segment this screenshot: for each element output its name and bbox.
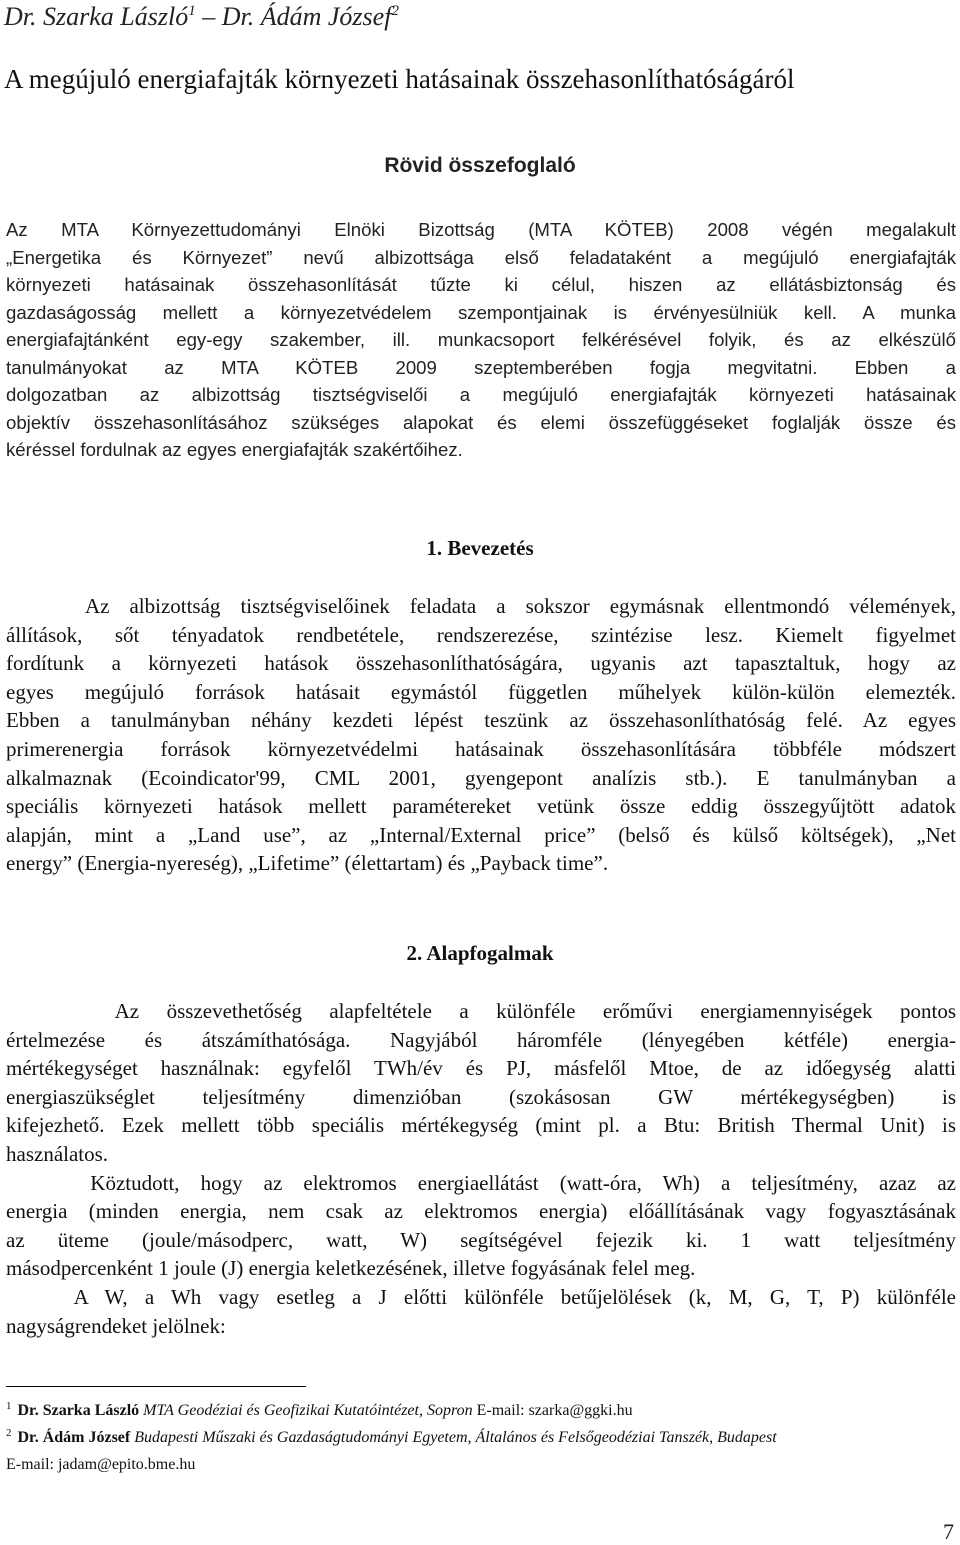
- footnote-2-email: E-mail: jadam@epito.bme.hu: [6, 1456, 196, 1473]
- abstract-line: objektív összehasonlításához szükséges alapokat és elemi összefüggéseket foglalják össze és: [6, 411, 956, 433]
- footnote-2-affiliation: Budapesti Műszaki és Gazdaságtudományi Egyetem, Általános és Felsőgeodéziai Tanszék, Budapest: [134, 1429, 777, 1446]
- body-line: Az albizottság tisztségviselőinek feladata a sokszor egymásnak ellentmondó vélemények,: [6, 594, 956, 618]
- author-2: Dr. Ádám József: [221, 2, 392, 31]
- author-separator: –: [195, 2, 222, 31]
- body-line: értelmezése és átszámíthatósága. Nagyjából háromféle (lényegében kétféle) energia-: [6, 1027, 956, 1052]
- body-line: mértékegységet használnak: egyfelől TWh/év és PJ, másfelől Mtoe, de az időegység alatti: [6, 1056, 956, 1081]
- authors-line: [4, 2, 399, 32]
- footnote-1-email: E-mail: szarka@ggki.hu: [476, 1402, 633, 1419]
- body-line: energiaszükséglet teljesítmény dimenzióban (szokásosan GW mértékegységben) is: [6, 1084, 956, 1109]
- footnote-1-mark: 1: [6, 1400, 12, 1412]
- abstract-line: energiafajtánként egy-egy szakember, ill. munkacsoport felkérésével folyik, és az elkészülő: [6, 329, 956, 350]
- footnote-2-name: Dr. Ádám József: [17, 1429, 131, 1446]
- paper-title: A megújuló energiafajták környezeti hatásainak összehasonlíthatóságáról: [4, 64, 795, 94]
- abstract-line: tanulmányokat az MTA KÖTEB 2009 szeptemberében fogja megvitatni. Ebben a: [6, 356, 956, 378]
- author-1-footnote-mark: 1: [188, 3, 196, 19]
- author-1: Dr. Szarka László: [4, 2, 189, 31]
- abstract-heading: Rövid összefoglaló: [384, 154, 576, 177]
- footnotes: [6, 1397, 956, 1478]
- body-line: az üteme (joule/másodperc, watt, W) segítségével fejezik ki. 1 watt teljesítmény: [6, 1227, 956, 1252]
- body-line: primerenergia források környezetvédelmi hatásainak összehasonlítására többféle módszert: [6, 736, 956, 761]
- abstract-line: gazdaságosság mellett a környezetvédelem szempontjainak is érvényesülniük kell. A munka: [6, 301, 956, 323]
- abstract-line: „Energetika és Környezet” nevű albizottsága első feladataként a megújuló energiafajták: [6, 246, 956, 268]
- section-heading-introduction: 1. Bevezetés: [426, 536, 534, 560]
- body-line: energia (minden energia, nem csak az elektromos energia) előállításának vagy fogyasztásának: [6, 1199, 956, 1224]
- body-line: használatos.: [6, 1141, 109, 1166]
- abstract-line: környezeti hatásainak összehasonlítását tűzte ki célul, hiszen az ellátásbiztonság és: [6, 274, 956, 295]
- body-line: Ebben a tanulmányban néhány kezdeti lépést teszünk az összehasonlíthatóság felé. Az egyes: [6, 708, 956, 733]
- body-line: alapján, mint a „Land use”, az „Internal/External price” (belső és külső költségek), „Net: [6, 822, 956, 847]
- section-2-body: [6, 997, 956, 1340]
- body-line: egyes megújuló források hatásait egymástól független műhelyek külön-külön elemezték.: [6, 679, 956, 704]
- body-line: alkalmaznak (Ecoindicator'99, CML 2001, gyengepont analízis stb.). E tanulmányban a: [6, 765, 956, 790]
- body-line: A W, a Wh vagy esetleg a J előtti különféle betűjelölések (k, M, G, T, P) különféle: [6, 1284, 956, 1309]
- section-1-body: [6, 592, 956, 878]
- footnote-divider: [6, 1386, 306, 1387]
- body-line: Az összevethetőség alapfeltétele a különféle erőművi energiamennyiségek pontos: [6, 999, 956, 1023]
- abstract-paragraph: [6, 216, 956, 464]
- footnote-1-affiliation: MTA Geodéziai és Geofizikai Kutatóintézet, Sopron: [143, 1402, 473, 1419]
- abstract-line: Az MTA Környezettudományi Elnöki Bizottság (MTA KÖTEB) 2008 végén megalakult: [6, 219, 956, 240]
- footnote-1-name: Dr. Szarka László: [17, 1402, 140, 1419]
- author-2-footnote-mark: 2: [391, 3, 399, 19]
- page-number: 7: [943, 1519, 954, 1544]
- abstract-line: kéréssel fordulnak az egyes energiafajták szakértőihez.: [6, 439, 463, 460]
- body-line: energy” (Energia-nyereség), „Lifetime” (élettartam) és „Payback time”.: [6, 851, 609, 876]
- body-line: másodpercenként 1 joule (J) energia keletkezésének, illetve fogyásának felel meg.: [6, 1256, 696, 1281]
- body-line: speciális környezeti hatások mellett paramétereket vetünk össze eddig összegyűjtött adatok: [6, 794, 956, 819]
- footnote-2: [6, 1424, 956, 1451]
- body-line: állítások, sőt tényadatok rendbetétele, rendszerezése, szintézise lesz. Kiemelt figyelmet: [6, 622, 956, 647]
- footnote-1: [6, 1397, 956, 1424]
- section-heading-basics: 2. Alapfogalmak: [406, 941, 554, 965]
- body-line: nagyságrendeket jelölnek:: [6, 1313, 226, 1338]
- body-line: Köztudott, hogy az elektromos energiaellátást (watt-óra, Wh) a teljesítmény, azaz az: [6, 1170, 956, 1195]
- abstract-line: dolgozatban az albizottság tisztségviselői a megújuló energiafajták környezeti hatásainak: [6, 384, 956, 405]
- body-line: fordítunk a környezeti hatások összehasonlíthatóságára, ugyanis azt tapasztaltuk, hogy az: [6, 651, 956, 676]
- footnote-2-mark: 2: [6, 1427, 12, 1439]
- body-line: kifejezhető. Ezek mellett több speciális mértékegység (mint pl. a Btu: British Thermal Unit) is: [6, 1113, 956, 1138]
